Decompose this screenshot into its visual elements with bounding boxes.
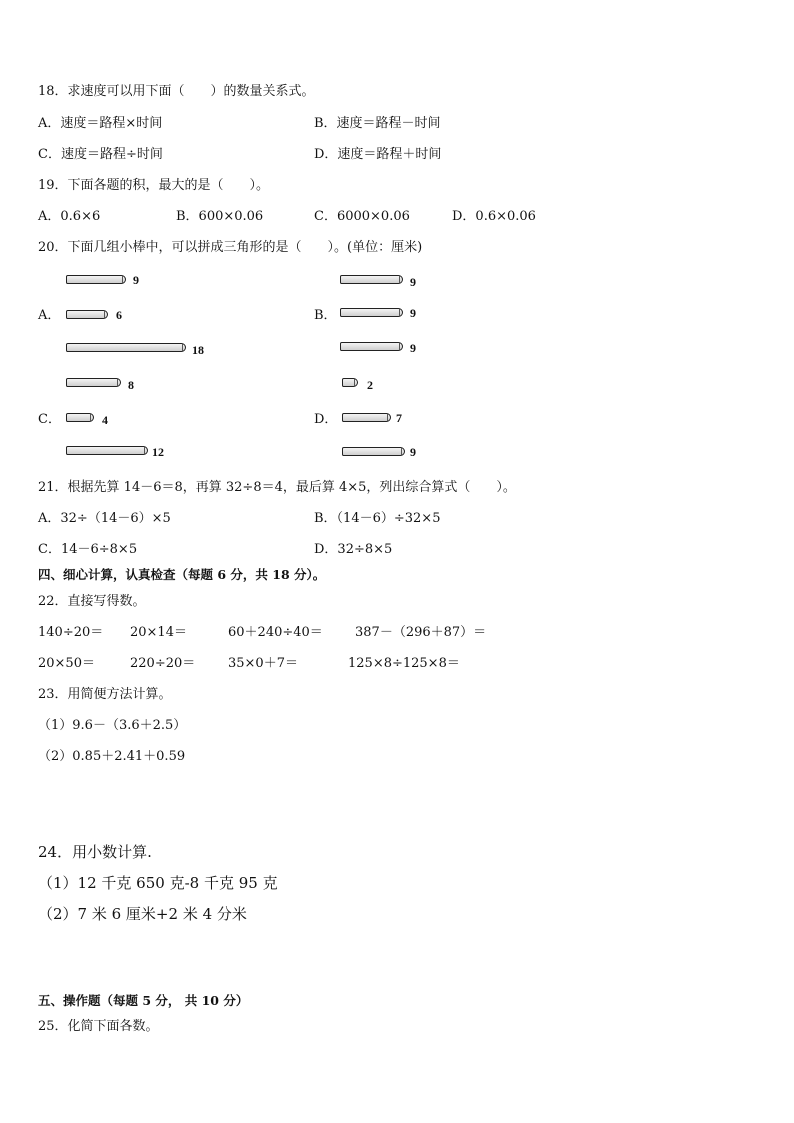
stick-d2: [342, 413, 391, 422]
q18-option-a: A．速度＝路程×时间: [38, 116, 163, 131]
stick-a3-length: 18: [192, 343, 204, 357]
q21-stem: 21．根据先算 14－6＝8，再算 32÷8＝4，最后算 4×5，列出综合算式（ ）。: [38, 480, 516, 495]
stick-b3: [340, 342, 403, 351]
q23-part-2: （2）0.85＋2.41＋0.59: [38, 749, 186, 764]
q22-item-4: 387－（296＋87）＝: [355, 625, 487, 640]
q23-part-1: （1）9.6－（3.6＋2.5）: [38, 718, 187, 733]
q21-option-a: A．32÷（14－6）×5: [38, 511, 171, 526]
q18-stem: 18．求速度可以用下面（ ）的数量关系式。: [38, 84, 315, 99]
stick-d3-length: 9: [410, 445, 416, 459]
stick-c3: [66, 446, 148, 455]
stick-b1: [340, 275, 403, 284]
q22-item-2: 20×14＝: [130, 625, 187, 640]
q22-item-1: 140÷20＝: [38, 625, 104, 640]
q21-option-b: B．（14－6）÷32×5: [314, 511, 441, 526]
section-5-title: 五、操作题（每题 5 分， 共 10 分）: [38, 993, 249, 1008]
stick-d1: [342, 378, 358, 387]
q22-item-3: 60＋240÷40＝: [228, 625, 323, 640]
q18-option-c: C．速度＝路程÷时间: [38, 147, 163, 162]
stick-b3-length: 9: [410, 341, 416, 355]
q21-option-d: D．32÷8×5: [314, 542, 393, 557]
q20-label-c: C．: [38, 412, 61, 427]
q20-label-d: D．: [314, 412, 338, 427]
stick-b2: [340, 308, 403, 317]
q20-label-b: B．: [314, 308, 337, 323]
q22-item-8: 125×8÷125×8＝: [348, 656, 460, 671]
stick-a1: [66, 275, 126, 284]
stick-c1-length: 8: [128, 378, 134, 392]
q19-option-d: D．0.6×0.06: [452, 209, 536, 224]
q19-stem: 19．下面各题的积，最大的是（ ）。: [38, 178, 270, 193]
q19-option-a: A．0.6×6: [38, 209, 101, 224]
stick-a2-length: 6: [116, 308, 122, 322]
stick-c2-length: 4: [102, 413, 108, 427]
q18-option-d: D．速度＝路程＋时间: [314, 147, 442, 162]
q22-item-6: 220÷20＝: [130, 656, 196, 671]
q22-stem: 22．直接写得数。: [38, 594, 146, 609]
q25-stem: 25．化简下面各数。: [38, 1019, 159, 1034]
q24-part-1: （1）12 千克 650 克-8 千克 95 克: [38, 874, 278, 892]
stick-d3: [342, 447, 405, 456]
q21-option-c: C．14－6÷8×5: [38, 542, 138, 557]
stick-b2-length: 9: [410, 306, 416, 320]
q20-stem: 20．下面几组小棒中，可以拼成三角形的是（ ）。(单位：厘米): [38, 240, 423, 255]
stick-a3: [66, 343, 186, 352]
stick-c3-length: 12: [152, 445, 164, 459]
stick-d2-length: 7: [396, 411, 402, 425]
q24-part-2: （2）7 米 6 厘米+2 米 4 分米: [38, 905, 247, 923]
stick-a1-length: 9: [133, 273, 139, 287]
stick-a2: [66, 310, 108, 319]
q18-option-b: B．速度＝路程－时间: [314, 116, 441, 131]
q19-option-b: B．600×0.06: [176, 209, 264, 224]
stick-d1-length: 2: [367, 378, 373, 392]
stick-b1-length: 9: [410, 275, 416, 289]
q22-item-5: 20×50＝: [38, 656, 95, 671]
q24-stem: 24．用小数计算.: [38, 843, 152, 861]
q19-option-c: C．6000×0.06: [314, 209, 410, 224]
q23-stem: 23．用简便方法计算。: [38, 687, 172, 702]
q20-label-a: A．: [38, 308, 61, 323]
q22-item-7: 35×0＋7＝: [228, 656, 298, 671]
stick-c1: [66, 378, 121, 387]
section-4-title: 四、细心计算，认真检查（每题 6 分，共 18 分）。: [38, 567, 326, 582]
stick-c2: [66, 413, 94, 422]
